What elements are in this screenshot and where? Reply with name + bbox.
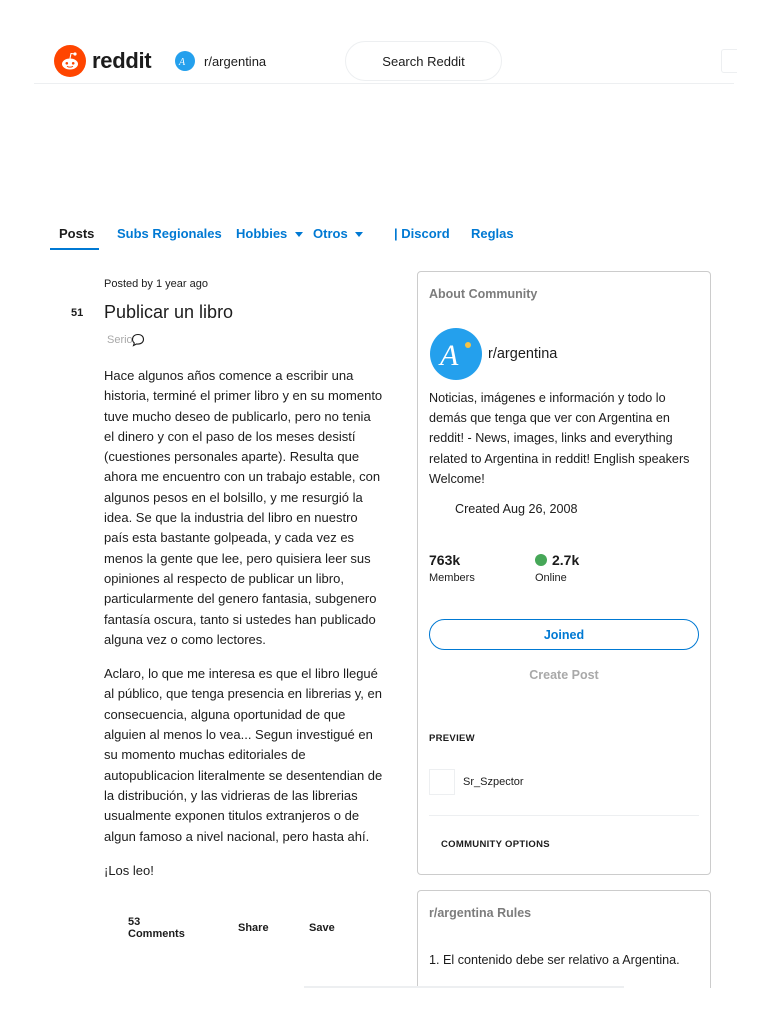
- svg-text:A: A: [440, 339, 459, 372]
- save-button[interactable]: Save: [309, 922, 335, 934]
- rule-text: El contenido debe ser relativo a Argentina.: [443, 953, 680, 967]
- current-subreddit[interactable]: [175, 51, 266, 71]
- rule-item[interactable]: [429, 951, 689, 969]
- reddit-snoo-icon: [54, 45, 86, 77]
- tab-hobbies[interactable]: [236, 226, 303, 241]
- user-avatar: [429, 769, 455, 795]
- subreddit-name: r/argentina: [204, 53, 267, 69]
- top-header: [34, 38, 734, 84]
- tab-discord[interactable]: [394, 226, 450, 241]
- search-input[interactable]: [345, 41, 502, 81]
- reddit-logo[interactable]: [54, 45, 151, 77]
- logo-text: reddit: [92, 48, 152, 73]
- rules-card: [417, 890, 711, 988]
- comments-button[interactable]: [128, 916, 185, 940]
- chevron-down-icon: [355, 232, 363, 237]
- created-date: Created Aug 26, 2008: [455, 502, 578, 516]
- joined-button[interactable]: Joined: [429, 619, 699, 650]
- tab-label: Otros: [313, 226, 348, 241]
- preview-user[interactable]: [429, 769, 524, 795]
- comments-label: Comments: [128, 928, 185, 940]
- share-button[interactable]: Share: [238, 922, 269, 934]
- online-stat: [535, 552, 579, 584]
- community-options-button[interactable]: COMMUNITY OPTIONS: [441, 839, 550, 850]
- tab-reglas[interactable]: [471, 226, 514, 241]
- members-stat: [429, 552, 475, 584]
- post-body: [104, 366, 384, 895]
- active-tab-underline: [50, 248, 99, 250]
- about-community-card: [417, 271, 711, 875]
- post-flair[interactable]: [107, 333, 145, 347]
- members-label: Members: [429, 572, 475, 584]
- tab-otros[interactable]: [313, 226, 363, 241]
- comments-count: 53: [128, 916, 141, 928]
- speech-bubble-icon: [131, 333, 145, 347]
- preview-username: Sr_Szpector: [463, 776, 524, 788]
- preview-heading: PREVIEW: [429, 733, 475, 744]
- tab-label: Subs Regionales: [117, 226, 222, 241]
- community-name[interactable]: r/argentina: [488, 346, 558, 362]
- post-paragraph: Hace algunos años comence a escribir una historia, terminé el primer libro y en su momento tuve mucho deseo de publicarlo, pero no tenia el dinero y con el paso de los meses desistí (cuestiones personales aparte). Resulta que ahora me encuentro con un trabajo estable, con algunos pesos en el bolsillo, y me resurgió la idea. Se que la industria del libro en nuestro país esta bastante golpeada, y cada vez es menos la gente que lee, pero quisiera leer sus opiniones al respecto de publicar un libro, particularmente del genero fantasia, subgenero fantasía oscura, tanto si ustedes han publicado alguna vez o como lectores.: [104, 368, 383, 647]
- post-title[interactable]: Publicar un libro: [104, 302, 234, 322]
- flair-label: Serio: [107, 334, 133, 346]
- post-paragraph: ¡Los leo!: [104, 862, 154, 878]
- vote-count: 51: [71, 307, 84, 319]
- tab-label: Posts: [59, 226, 95, 241]
- tab-posts[interactable]: [59, 226, 94, 241]
- tab-label: Reglas: [471, 226, 514, 241]
- tab-subs-regionales[interactable]: [117, 226, 222, 241]
- online-count-row: [535, 552, 579, 568]
- subreddit-icon: [175, 51, 195, 71]
- post-paragraph: Aclaro, lo que me interesa es que el libro llegué al público, que tenga presencia en librerias y, en consecuencia, alguna oportunidad de que alguien al menos lo vea... Segun investigué en su momento muchas editoriales de autopublicacion literalmente se desentendian de la distribución, y las vidrieras de las librerias usualmente exponen titulos extranjeros o de algun famoso a nivel nacional, pero hasta ahí.: [104, 666, 383, 844]
- tab-label: | Discord: [394, 226, 450, 241]
- create-post-button[interactable]: Create Post: [529, 668, 599, 682]
- search-placeholder: Search Reddit: [382, 53, 465, 69]
- divider: [429, 815, 699, 816]
- page-bottom-edge: [304, 986, 624, 988]
- online-label: Online: [535, 572, 567, 584]
- header-action-button[interactable]: [721, 49, 737, 73]
- tab-label: Hobbies: [236, 226, 288, 241]
- svg-text:A: A: [179, 57, 186, 68]
- rule-index: 1.: [429, 953, 440, 967]
- chevron-down-icon: [295, 232, 303, 237]
- online-dot-icon: [535, 554, 547, 566]
- rules-heading: r/argentina Rules: [429, 906, 532, 920]
- post-meta: Posted by 1 year ago: [104, 278, 208, 290]
- members-count: 763k: [429, 552, 461, 568]
- community-description: Noticias, imágenes e información y todo lo demás que tenga que ver con Argentina en reddit! - News, images, links and everything related to Argentina in reddit! English speakers Welcome!: [429, 391, 690, 486]
- subreddit-avatar-icon[interactable]: [430, 328, 482, 380]
- about-heading: About Community: [429, 287, 538, 301]
- online-count: 2.7k: [552, 552, 580, 568]
